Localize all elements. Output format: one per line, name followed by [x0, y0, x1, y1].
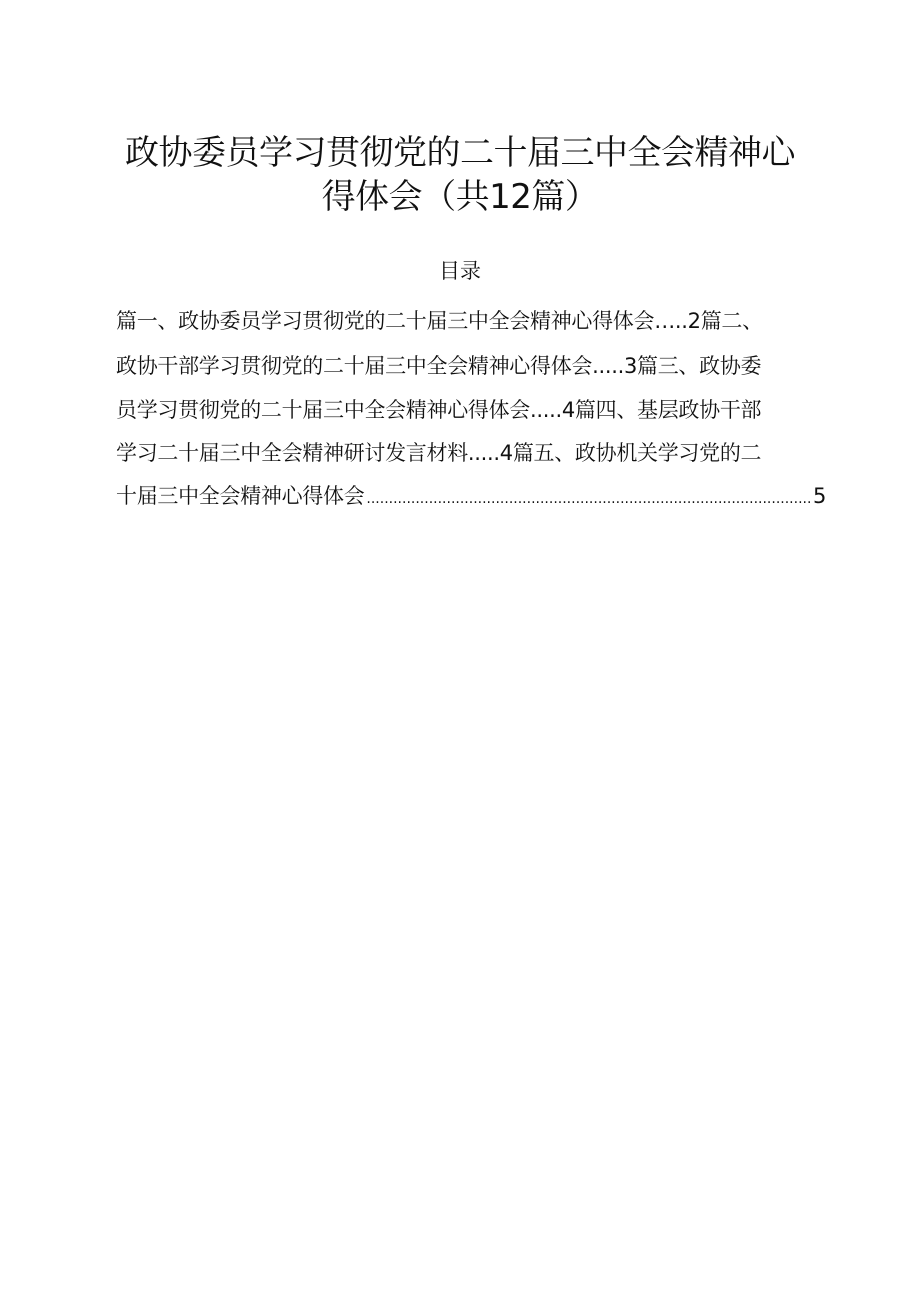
toc-line-5 [116, 481, 826, 514]
document-title-line-1: 政协委员学习贯彻党的二十届三中全会精神心 [125, 133, 795, 173]
toc-line-2: 政协干部学习贯彻党的二十届三中全会精神心得体会.....3篇三、政协委 [116, 354, 762, 378]
toc-entry-text: 十届三中全会精神心得体会 [116, 484, 365, 508]
toc-line-3: 员学习贯彻党的二十届三中全会精神心得体会.....4篇四、基层政协干部 [116, 398, 762, 422]
document-title-line-2: 得体会（共12篇） [321, 177, 599, 217]
toc-line-1: 篇一、政协委员学习贯彻党的二十届三中全会精神心得体会…..2篇二、 [116, 309, 763, 333]
toc-dot-leader [366, 484, 811, 514]
toc-page-number: 5 [812, 484, 826, 508]
toc-line-4: 学习二十届三中全会精神研讨发言材料.....4篇五、政协机关学习党的二 [116, 441, 762, 465]
toc-heading: 目录 [439, 259, 481, 283]
